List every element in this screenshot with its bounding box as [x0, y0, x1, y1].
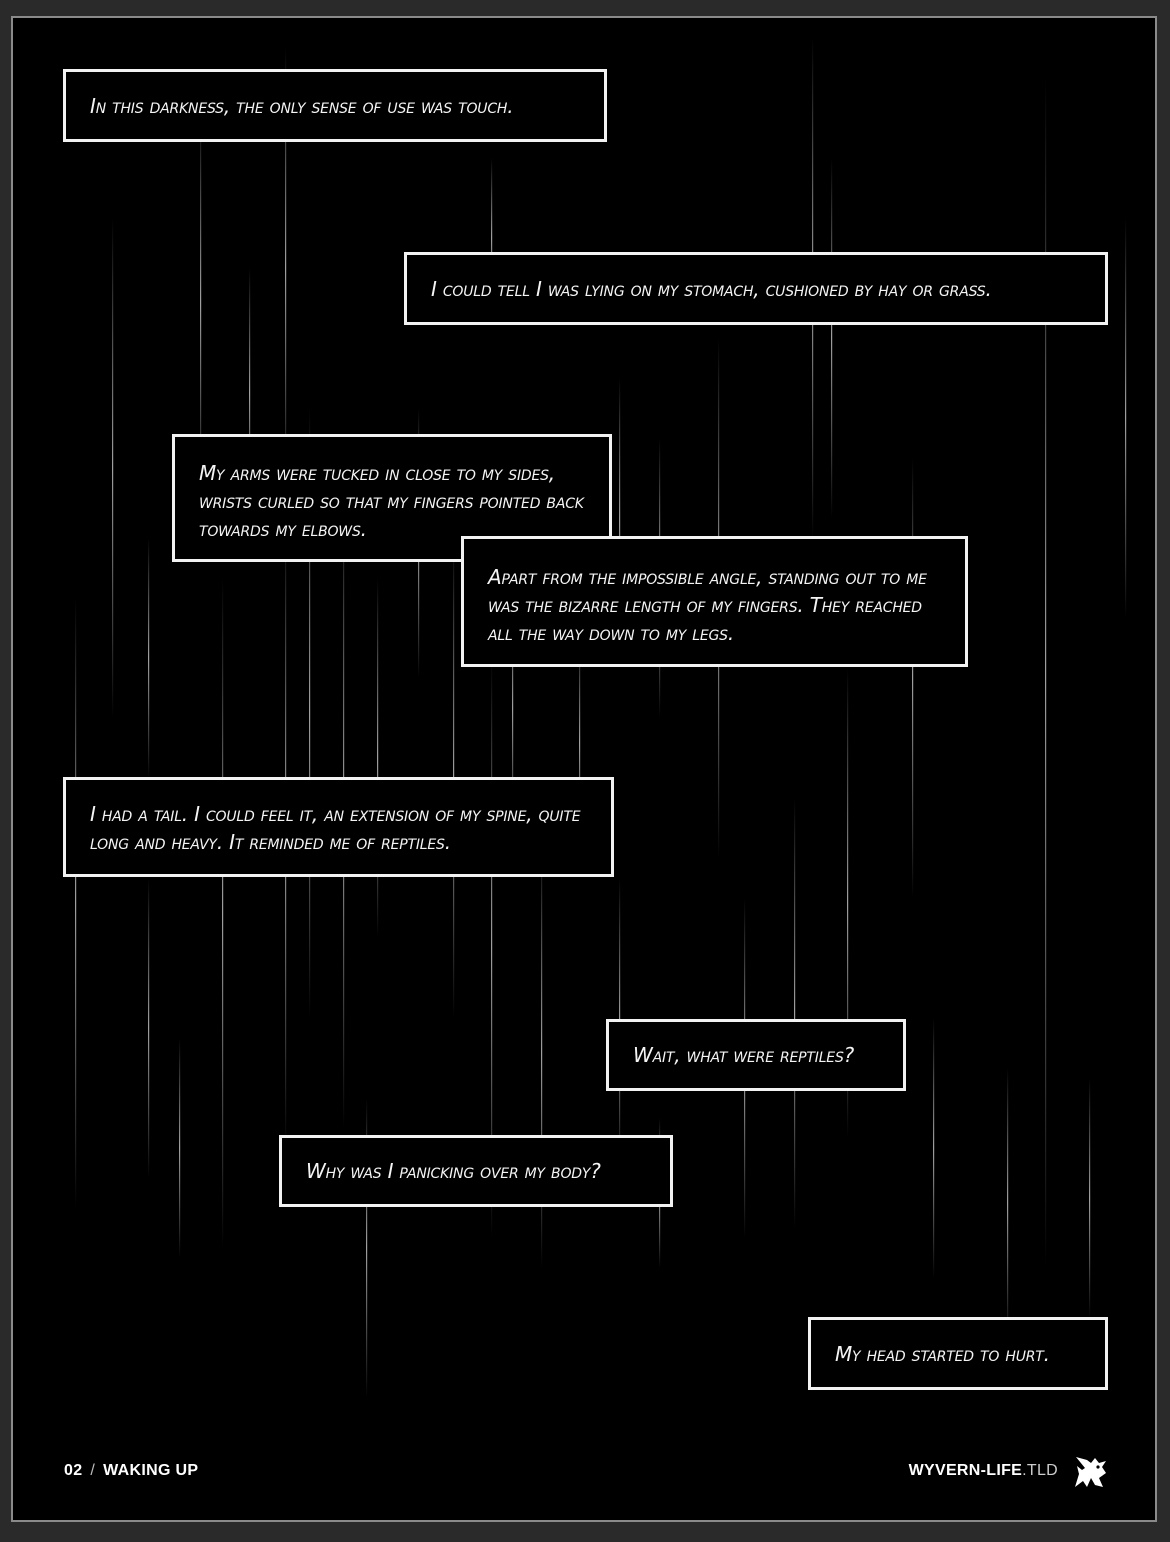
caption-text: My head started to hurt.	[835, 1341, 1050, 1366]
wyvern-logo-icon	[1073, 1454, 1109, 1490]
caption-text: In this darkness, the only sense of use was touch.	[90, 93, 514, 118]
footer-separator: /	[90, 1462, 96, 1479]
caption-box	[404, 252, 1108, 325]
rain-streak	[1007, 1068, 1008, 1338]
site-name-tld: .TLD	[1022, 1462, 1058, 1479]
rain-streak	[148, 878, 149, 1178]
caption-text: I had a tail. I could feel it, an extension of my spine, quite long and heavy. It reminded me of reptiles.	[90, 802, 581, 854]
rain-streak	[1125, 218, 1126, 618]
caption-text: Wait, what were reptiles?	[633, 1043, 855, 1067]
rain-streak	[75, 598, 76, 1208]
caption-box	[279, 1135, 673, 1207]
page-number: 02	[64, 1462, 83, 1479]
caption-text: My arms were tucked in close to my sides, wrists curled so that my fingers pointed back towards my elbows.	[199, 461, 584, 541]
caption-box	[461, 536, 968, 667]
rain-streak	[794, 798, 795, 1228]
caption-box	[606, 1019, 906, 1091]
rain-streak	[148, 538, 149, 778]
rain-streak	[933, 1018, 934, 1278]
caption-text: Why was I panicking over my body?	[306, 1159, 601, 1183]
site-name	[909, 1462, 1058, 1480]
caption-box	[63, 777, 614, 877]
rain-streak	[179, 1038, 180, 1258]
caption-box	[63, 69, 607, 142]
rain-streak	[112, 218, 113, 718]
caption-text: I could tell I was lying on my stomach, cushioned by hay or grass.	[431, 276, 992, 301]
rain-streak	[222, 578, 223, 1248]
rain-streaks	[13, 18, 1157, 1522]
page-footer-chapter	[64, 1462, 198, 1480]
site-name-bold: WYVERN-LIFE	[908, 1462, 1023, 1479]
rain-streak	[912, 458, 913, 898]
rain-streak	[377, 578, 378, 938]
rain-streak	[1089, 1078, 1090, 1318]
comic-page	[11, 16, 1157, 1522]
chapter-title: WAKING UP	[103, 1462, 199, 1479]
caption-box	[808, 1317, 1108, 1390]
caption-text: Apart from the impossible angle, standing out to me was the bizarre length of my fingers. They reached all the way down to my legs.	[488, 565, 927, 645]
rain-streak	[831, 158, 832, 518]
